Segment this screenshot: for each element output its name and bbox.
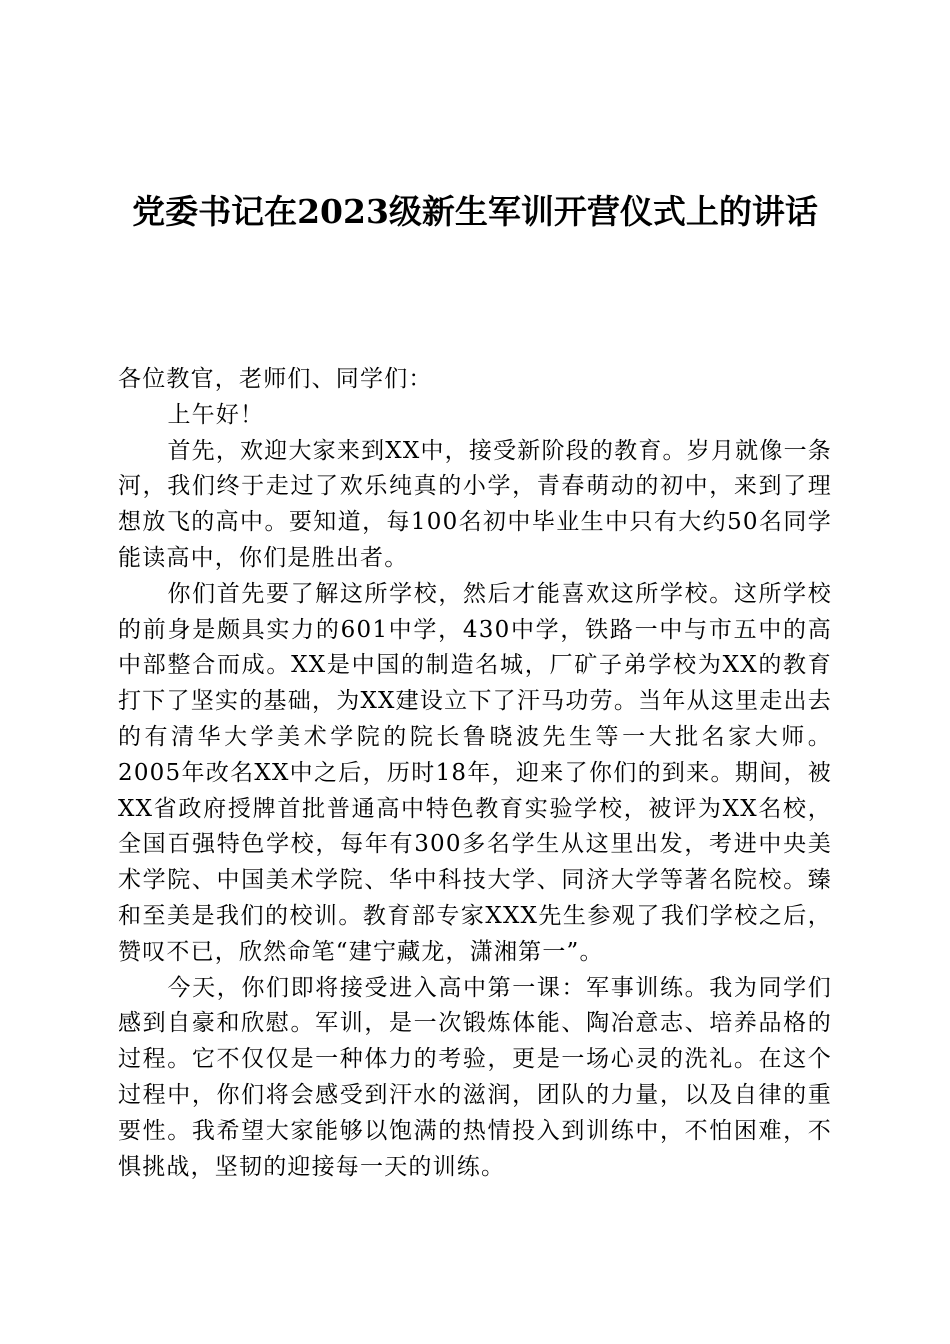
document-title: 党委书记在2023级新生军训开营仪式上的讲话 — [132, 192, 818, 231]
document-body — [118, 362, 832, 1185]
paragraph-school-history: 你们首先要了解这所学校，然后才能喜欢这所学校。这所学校的前身是颇具实力的601中学，430中学，铁路一中与市五中的高中部整合而成。XX是中国的制造名城，厂矿子弟学校为XX的教育打下了坚实的基础，为XX建设立下了汗马功劳。当年从这里走出去的有清华大学美术学院的院长鲁晓波先生等一大批名家大师。2005年改名XX中之后，历时18年，迎来了你们的到来。期间，被XX省政府授牌首批普通高中特色教育实验学校，被评为XX名校，全国百强特色学校，每年有300多名学生从这里出发，考进中央美术学院、中国美术学院、华中科技大学、同济大学等著名院校。臻和至美是我们的校训。教育部专家XXX先生参观了我们学校之后，赞叹不已，欣然命笔“建宁藏龙，潇湘第一”。 — [118, 580, 832, 965]
greeting: 上午好！ — [167, 401, 265, 428]
paragraph-military-training: 今天，你们即将接受进入高中第一课：军事训练。我为同学们感到自豪和欣慰。军训，是一次锻炼体能、陶冶意志、培养品格的过程。它不仅仅是一种体力的考验，更是一场心灵的洗礼。在这个过程中，你们将会感受到汗水的滋润，团队的力量，以及自律的重要性。我希望大家能够以饱满的热情投入到训练中，不怕困难，不惧挑战，坚韧的迎接每一天的训练。 — [118, 974, 832, 1180]
salutation: 各位教官，老师们、同学们： — [118, 366, 433, 392]
paragraph-welcome: 首先，欢迎大家来到XX中，接受新阶段的教育。岁月就像一条河，我们终于走过了欢乐纯真的小学，青春萌动的初中，来到了理想放飞的高中。要知道，每100名初中毕业生中只有大约50名同学能读高中，你们是胜出者。 — [118, 437, 832, 571]
